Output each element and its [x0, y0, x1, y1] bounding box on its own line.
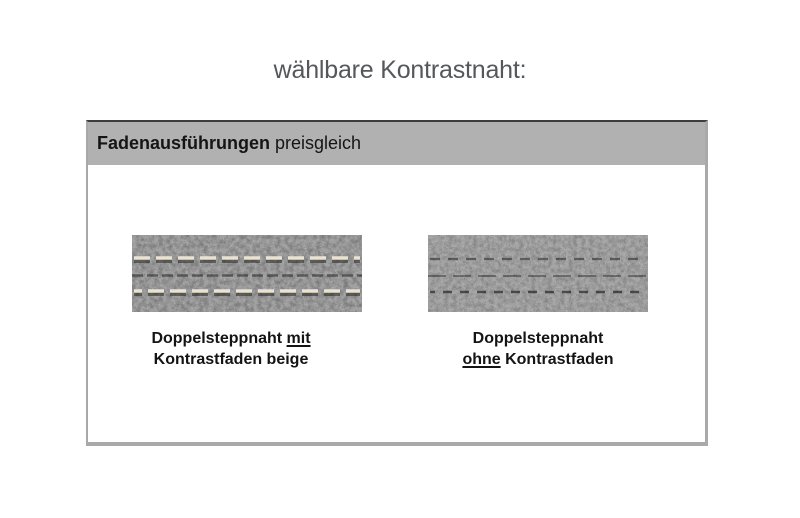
caption-text: Kontrastfaden: [500, 351, 614, 368]
fabric-dark-speckles: [428, 235, 648, 312]
caption-without-contrast: [408, 328, 668, 370]
panel-header-title: Fadenausführungen: [97, 133, 271, 153]
page-title: wählbare Kontrastnaht:: [273, 56, 527, 84]
fabric-dark-speckles: [132, 235, 362, 312]
panel-body: [88, 165, 705, 442]
caption-line: [101, 328, 361, 349]
caption-with-contrast: [101, 328, 361, 370]
caption-text: Doppelsteppnaht: [472, 330, 604, 347]
panel-header: [88, 122, 705, 165]
fabric-photo-without-contrast-stitching: [428, 235, 648, 312]
caption-underlined-word: ohne: [462, 351, 501, 368]
caption-text: Doppelsteppnaht: [151, 330, 287, 347]
caption-line: [408, 349, 668, 370]
caption-line: [408, 328, 668, 349]
thread-options-panel: [86, 120, 708, 446]
caption-underlined-word: mit: [286, 330, 311, 347]
caption-line: [101, 349, 361, 370]
fabric-photo-with-contrast-stitching: [132, 235, 362, 312]
panel-header-subtitle: preisgleich: [270, 133, 362, 153]
caption-text: Kontrastfaden beige: [153, 351, 309, 368]
